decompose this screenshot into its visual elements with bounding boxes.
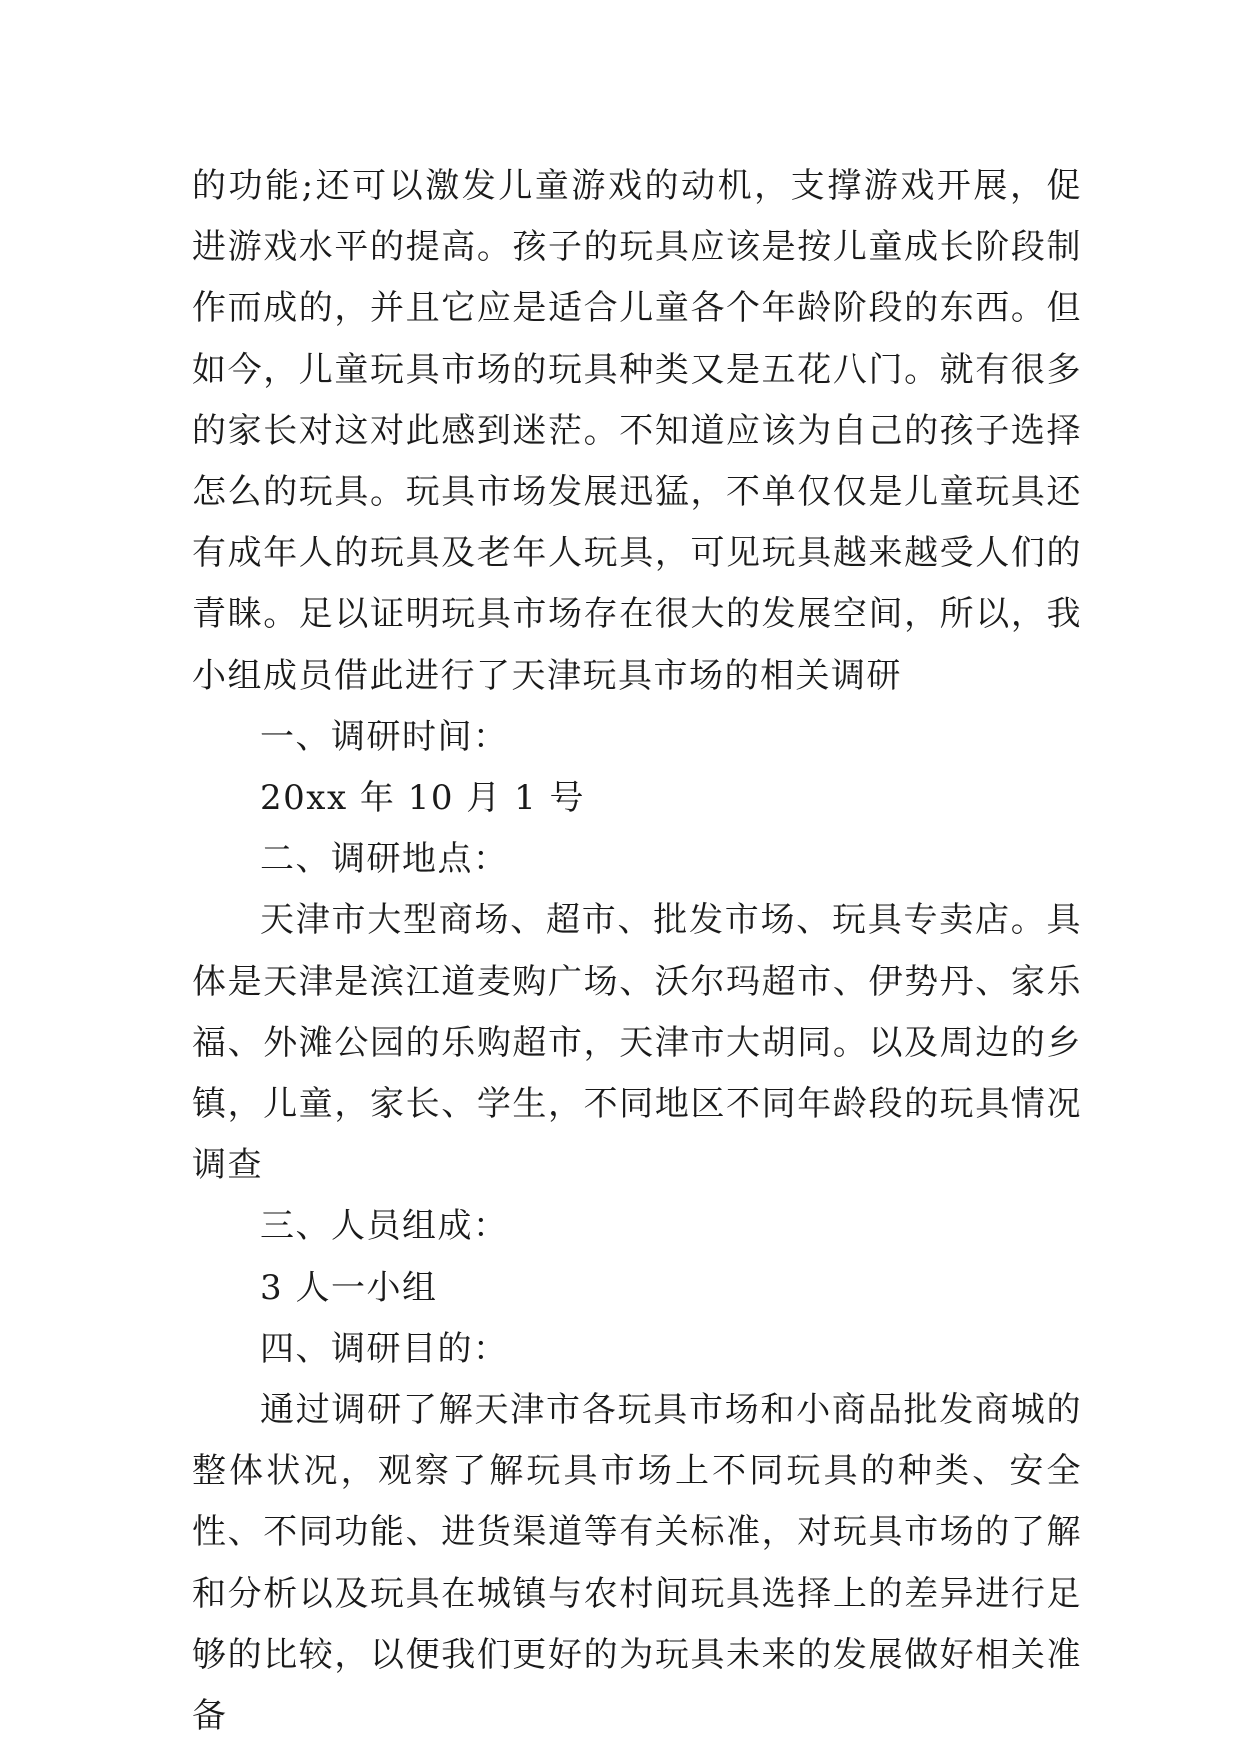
section-heading-time: 一、调研时间： — [260, 716, 509, 757]
section-heading-members: 三、人员组成： — [260, 1206, 509, 1247]
intro-paragraph: 的功能;还可以激发儿童游戏的动机，支撑游戏开展，促进游戏水平的提高。孩子的玩具应该是按儿童成长阶段制作而成的，并且它应是适合儿童各个年龄阶段的东西。但如今，儿童玩具市场的玩具种类又是五花八门。就有很多的家长对这对此感到迷茫。不知道应该为自己的孩子选择怎么的玩具。玩具市场发展迅猛，不单仅仅是儿童玩具还有成年人的玩具及老年人玩具，可见玩具越来越受人们的青睐。足以证明玩具市场存在很大的发展空间，所以，我小组成员借此进行了天津玩具市场的相关调研 — [192, 166, 1082, 696]
members-paragraph: 3 人一小组 — [260, 1267, 438, 1308]
document-body — [192, 156, 1082, 1747]
location-paragraph: 天津市大型商场、超市、批发市场、玩具专卖店。具体是天津是滨江道麦购广场、沃尔玛超市、伊势丹、家乐福、外滩公园的乐购超市，天津市大胡同。以及周边的乡镇，儿童，家长、学生，不同地区不同年龄段的玩具情况调查 — [192, 900, 1082, 1186]
section-heading-location: 二、调研地点： — [260, 839, 509, 880]
section-heading-purpose: 四、调研目的： — [260, 1328, 509, 1369]
purpose-paragraph: 通过调研了解天津市各玩具市场和小商品批发商城的整体状况，观察了解玩具市场上不同玩具的种类、安全性、不同功能、进货渠道等有关标准，对玩具市场的了解和分析以及玩具在城镇与农村间玩具选择上的差异进行足够的比较，以便我们更好的为玩具未来的发展做好相关准备 — [192, 1390, 1082, 1737]
research-date: 20xx 年 10 月 1 号 — [260, 778, 586, 819]
